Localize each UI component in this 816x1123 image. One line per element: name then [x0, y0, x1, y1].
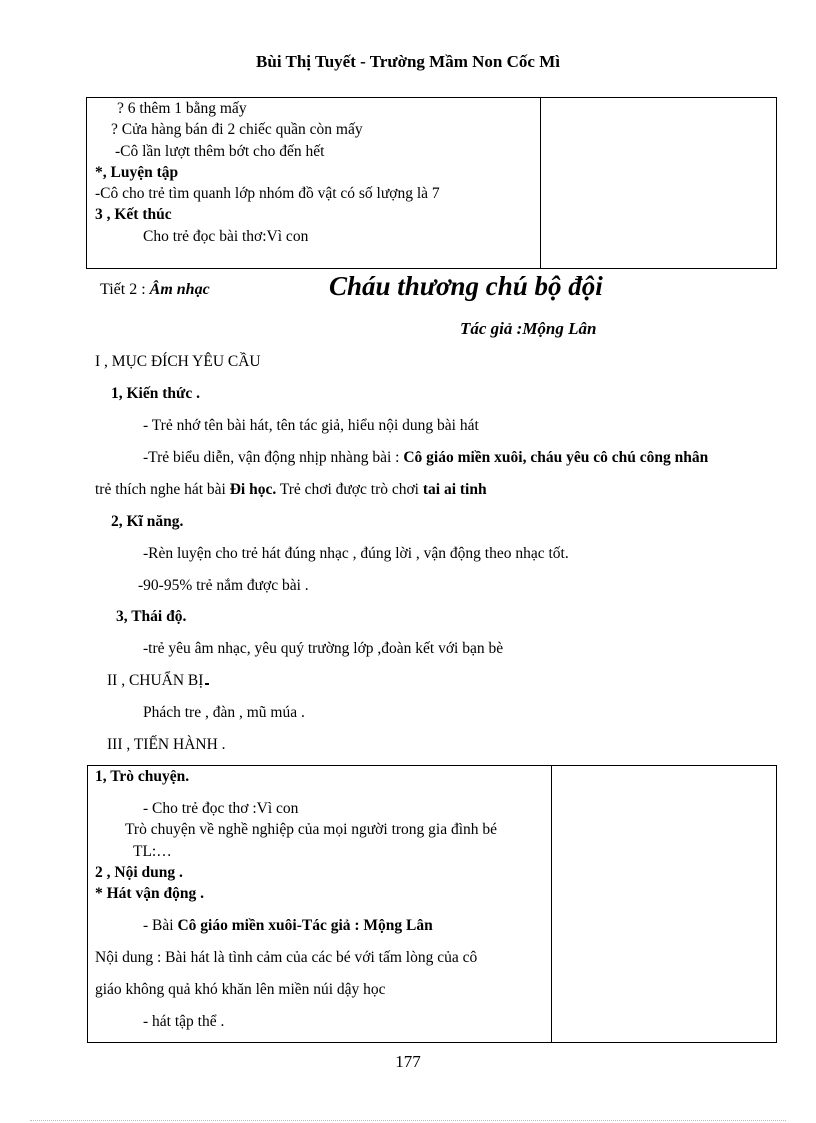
paragraph: Nội dung : Bài hát là tình cảm của các bé với tấm lòng của cô — [95, 949, 478, 966]
song-names: Cô giáo miền xuôi, cháu yêu cô chú công nhân — [403, 449, 709, 466]
paragraph: TL:… — [133, 843, 172, 860]
lesson-period: Tiết 2 : — [100, 281, 150, 298]
game-name: tai ai tinh — [422, 481, 487, 498]
paragraph — [143, 917, 433, 935]
subsection-heading: 3, Thái độ. — [116, 608, 187, 625]
paragraph-text: -Trẻ biểu diễn, vận động nhịp nhàng bài : — [143, 449, 404, 466]
song-name: Đi học. — [229, 481, 277, 498]
song-name: Cô giáo miền xuôi-Tác giả : Mộng Lân — [177, 917, 433, 934]
subsection-heading: 2 , Nội dung . — [95, 864, 183, 881]
lesson-label — [100, 281, 210, 299]
subsection-heading: 1, Trò chuyện. — [95, 768, 190, 785]
paragraph: Phách tre , đàn , mũ múa . — [143, 704, 305, 721]
practice-heading: *, Luyện tập — [95, 164, 179, 181]
subsection-heading: * Hát vận động . — [95, 885, 204, 902]
subsection-heading: 2, Kĩ năng. — [111, 513, 184, 530]
table-line: -Cô lần lượt thêm bớt cho đến hết — [115, 143, 325, 160]
paragraph: giáo không quả khó khăn lên miền núi dậy học — [95, 981, 386, 998]
table-line: ? Cửa hàng bán đi 2 chiếc quần còn mấy — [111, 121, 363, 138]
paragraph: -90-95% trẻ nắm được bài . — [138, 577, 309, 594]
section-heading: I , MỤC ĐÍCH YÊU CẦU — [95, 353, 261, 370]
paragraph: - Trẻ nhớ tên bài hát, tên tác giả, hiểu nội dung bài hát — [143, 417, 479, 434]
paragraph: - hát tập thể . — [143, 1013, 225, 1030]
paragraph — [95, 481, 487, 499]
song-author: Tác giả :Mộng Lân — [460, 319, 597, 338]
underline-mark — [205, 683, 209, 685]
table-line: -Cô cho trẻ tìm quanh lớp nhóm đồ vật có số lượng là 7 — [95, 185, 440, 202]
paragraph — [143, 449, 708, 467]
paragraph: Trò chuyện về nghề nghiệp của mọi người trong gia đình bé — [125, 821, 498, 838]
paragraph: -Rèn luyện cho trẻ hát đúng nhạc , đúng lời , vận động theo nhạc tốt. — [143, 545, 569, 562]
song-title: Cháu thương chú bộ đội — [329, 271, 603, 301]
table-line: Cho trẻ đọc bài thơ:Vì con — [143, 228, 309, 245]
section-heading-text: II , CHUẨN BỊ — [107, 672, 204, 689]
section-heading: III , TIẾN HÀNH . — [107, 736, 226, 753]
footer-divider — [30, 1120, 786, 1121]
table-divider — [540, 97, 541, 268]
paragraph-text: - Bài — [143, 917, 178, 934]
table-line: ? 6 thêm 1 bằng mấy — [117, 100, 247, 117]
page-header: Bùi Thị Tuyết - Trường Mầm Non Cốc Mì — [256, 52, 560, 71]
subsection-heading: 1, Kiến thức . — [111, 385, 200, 402]
paragraph-text: trẻ thích nghe hát bài — [95, 481, 230, 498]
paragraph-text: Trẻ chơi được trò chơi — [276, 481, 423, 498]
paragraph: - Cho trẻ đọc thơ :Vì con — [143, 800, 299, 817]
ending-heading: 3 , Kết thúc — [95, 206, 172, 223]
lesson-subject: Âm nhạc — [149, 281, 210, 298]
table-divider — [551, 765, 552, 1042]
paragraph: -trẻ yêu âm nhạc, yêu quý trường lớp ,đoàn kết với bạn bè — [143, 640, 504, 657]
section-heading — [107, 672, 209, 690]
page-number: 177 — [395, 1052, 421, 1071]
